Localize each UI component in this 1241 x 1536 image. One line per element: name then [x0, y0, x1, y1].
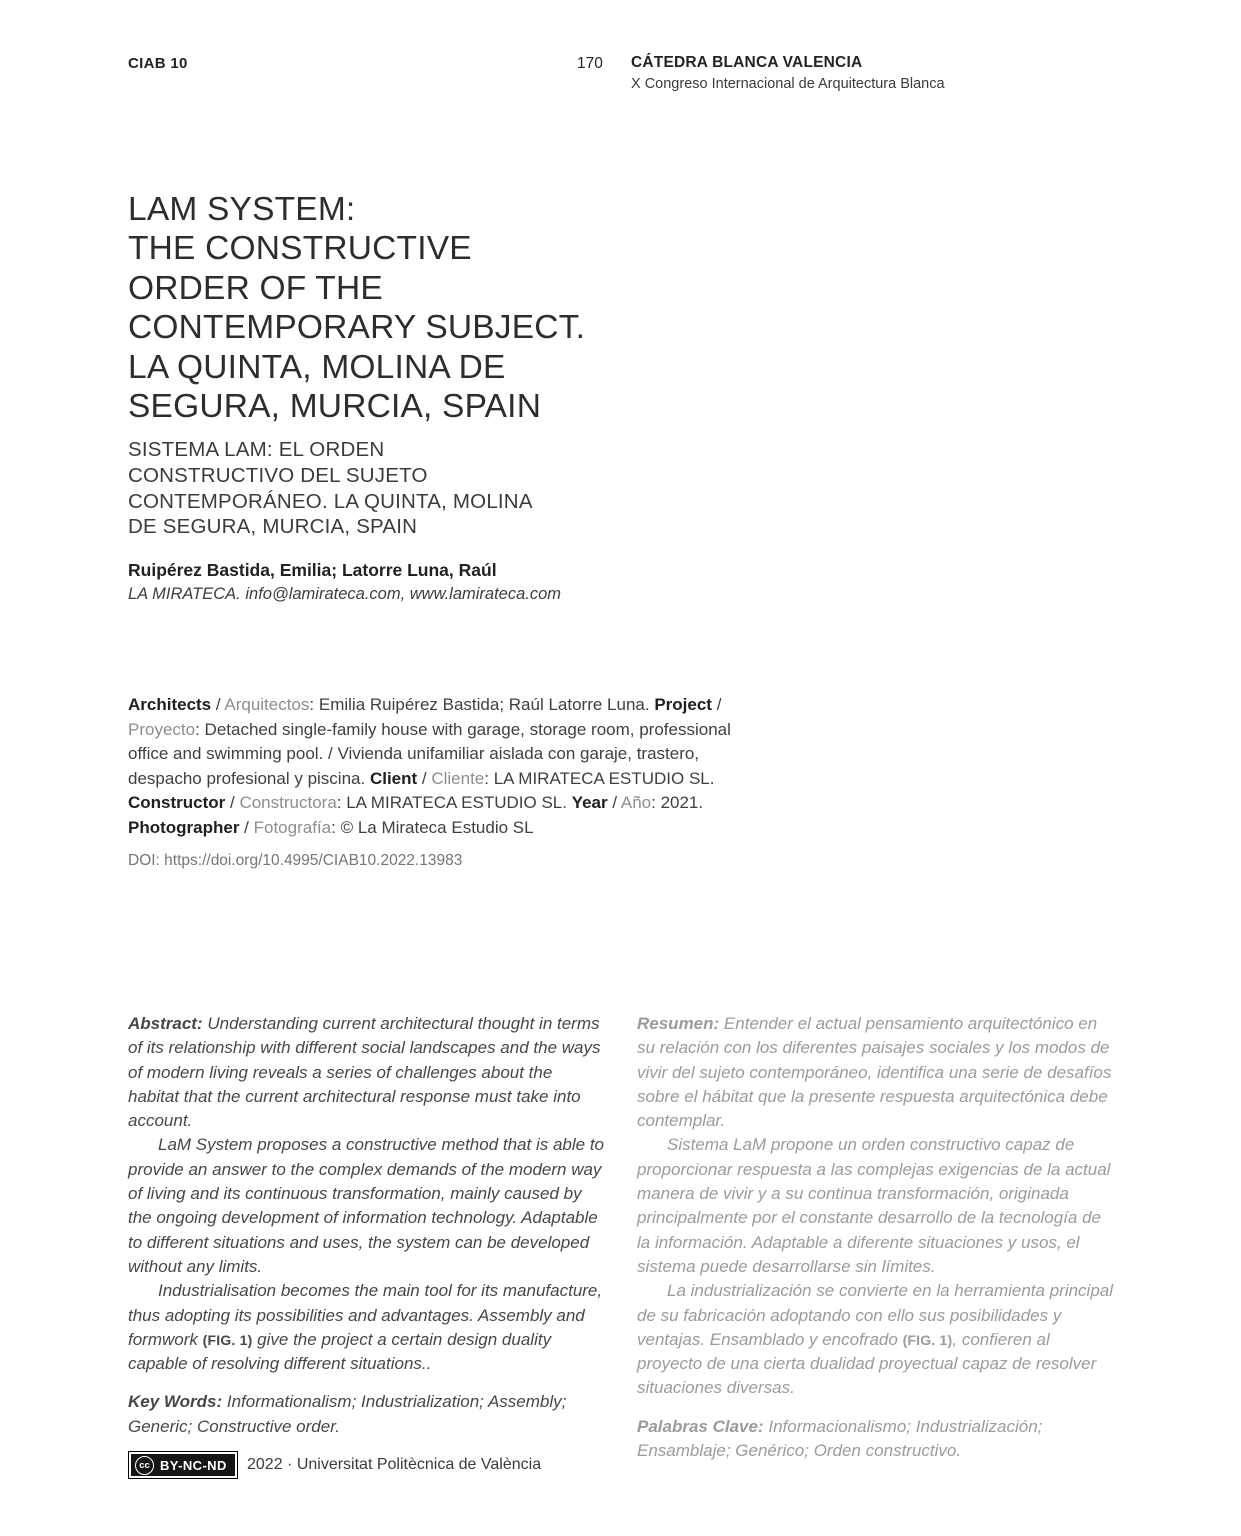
- title-line: DE SEGURA, MURCIA, SPAIN: [128, 515, 418, 539]
- title-line: LA QUINTA, MOLINA DE: [128, 348, 506, 386]
- title-line: THE CONSTRUCTIVE: [128, 230, 472, 268]
- cc-license-badge: [128, 1451, 238, 1479]
- project-credits: Architects / Arquitectos: Emilia Ruipérez Bastida; Raúl Latorre Luna. Project / Proyecto: Detached single-family house with garage, storage room, professional office and swimming pool. / Vivienda unifamiliar aislada con garaje, trastero, despacho profesional y piscina. Client / Cliente: LA MIRATECA ESTUDIO SL. Constructor / Constructora: LA MIRATECA ESTUDIO SL. Year / Año: 2021. Photographer / Fotografía: © La Mirateca Estudio SL: [128, 695, 731, 837]
- title-line: SEGURA, MURCIA, SPAIN: [128, 388, 542, 426]
- authors-affiliation: LA MIRATECA. info@lamirateca.com, www.lamirateca.com: [128, 585, 562, 603]
- creative-commons-icon: cc: [135, 1456, 154, 1475]
- abstract-spanish-column: [637, 1012, 1115, 1463]
- keywords-spanish: Palabras Clave: Informacionalismo; Industrialización; Ensamblaje; Genérico; Orden constructivo.: [637, 1416, 1043, 1461]
- title-line: CONSTRUCTIVO DEL SUJETO: [128, 463, 428, 487]
- page-number: 170: [577, 55, 603, 72]
- abstract-paragraph: Industrialisation becomes the main tool for its manufacture, thus adopting its possibilities and advantages. Assembly and formwork (FIG. 1) give the project a certain design duality capable of resolving different situations..: [128, 1281, 603, 1374]
- journal-code: CIAB 10: [128, 55, 188, 72]
- copyright-credit: 2022 · Universitat Politècnica de València: [247, 1456, 542, 1473]
- title-line: CONTEMPORÁNEO. LA QUINTA, MOLINA: [128, 489, 533, 513]
- abstract-english-column: [128, 1012, 606, 1439]
- doi-line: DOI: https://doi.org/10.4995/CIAB10.2022.13983: [128, 852, 463, 869]
- abstract-paragraph: LaM System proposes a constructive method that is able to provide an answer to the complex demands of the modern way of living and its continuous transformation, mainly caused by the ongoing development of information technology. Adaptable to different situations and uses, the system can be developed without any limits.: [128, 1135, 605, 1276]
- abstract-paragraph: Resumen: Entender el actual pensamiento arquitectónico en su relación con los diferentes paisajes sociales y los modos de vivir del sujeto contemporáneo, identifica una serie de desafíos sobre el hábitat que la presente respuesta arquitectónica debe contemplar.: [637, 1014, 1112, 1131]
- title-line: ORDER OF THE: [128, 269, 383, 307]
- abstract-paragraph: La industrialización se convierte en la herramienta principal de su fabricación adoptando con ello sus posibilidades y ventajas. Ensamblado y encofrado (FIG. 1), confieren al proyecto de una cierta dualidad proyectual capaz de resolver situaciones diversas.: [637, 1281, 1114, 1398]
- title-line: LAM SYSTEM:: [128, 191, 356, 228]
- license-name: BY-NC-ND: [160, 1457, 227, 1473]
- paper-title-spanish: [128, 437, 688, 540]
- abstract-paragraph: Sistema LaM propone un orden constructivo capaz de proporcionar respuesta a las complejas exigencias de la actual manera de vivir y a su continua transformación, originada principalmente por el constante desarrollo de la tecnología de la información. Adaptable a diferente situaciones y usos, el sistema puede desarrollarse sin límites.: [637, 1135, 1111, 1276]
- conference-title: CÁTEDRA BLANCA VALENCIA: [631, 54, 863, 71]
- conference-header: [631, 54, 1051, 92]
- title-line: CONTEMPORARY SUBJECT.: [128, 309, 586, 347]
- conference-subtitle: X Congreso Internacional de Arquitectura Blanca: [631, 76, 945, 92]
- keywords-english: Key Words: Informationalism; Industrialization; Assembly; Generic; Constructive order.: [128, 1392, 567, 1436]
- authors-names: Ruipérez Bastida, Emilia; Latorre Luna, Raúl: [128, 560, 497, 580]
- title-line: SISTEMA LAM: EL ORDEN: [128, 438, 385, 461]
- abstract-paragraph: Abstract: Understanding current architectural thought in terms of its relationship with different social landscapes and the ways of modern living reveals a series of challenges about the habitat that the current architectural response must take into account.: [128, 1014, 601, 1131]
- paper-title-english: [128, 190, 748, 426]
